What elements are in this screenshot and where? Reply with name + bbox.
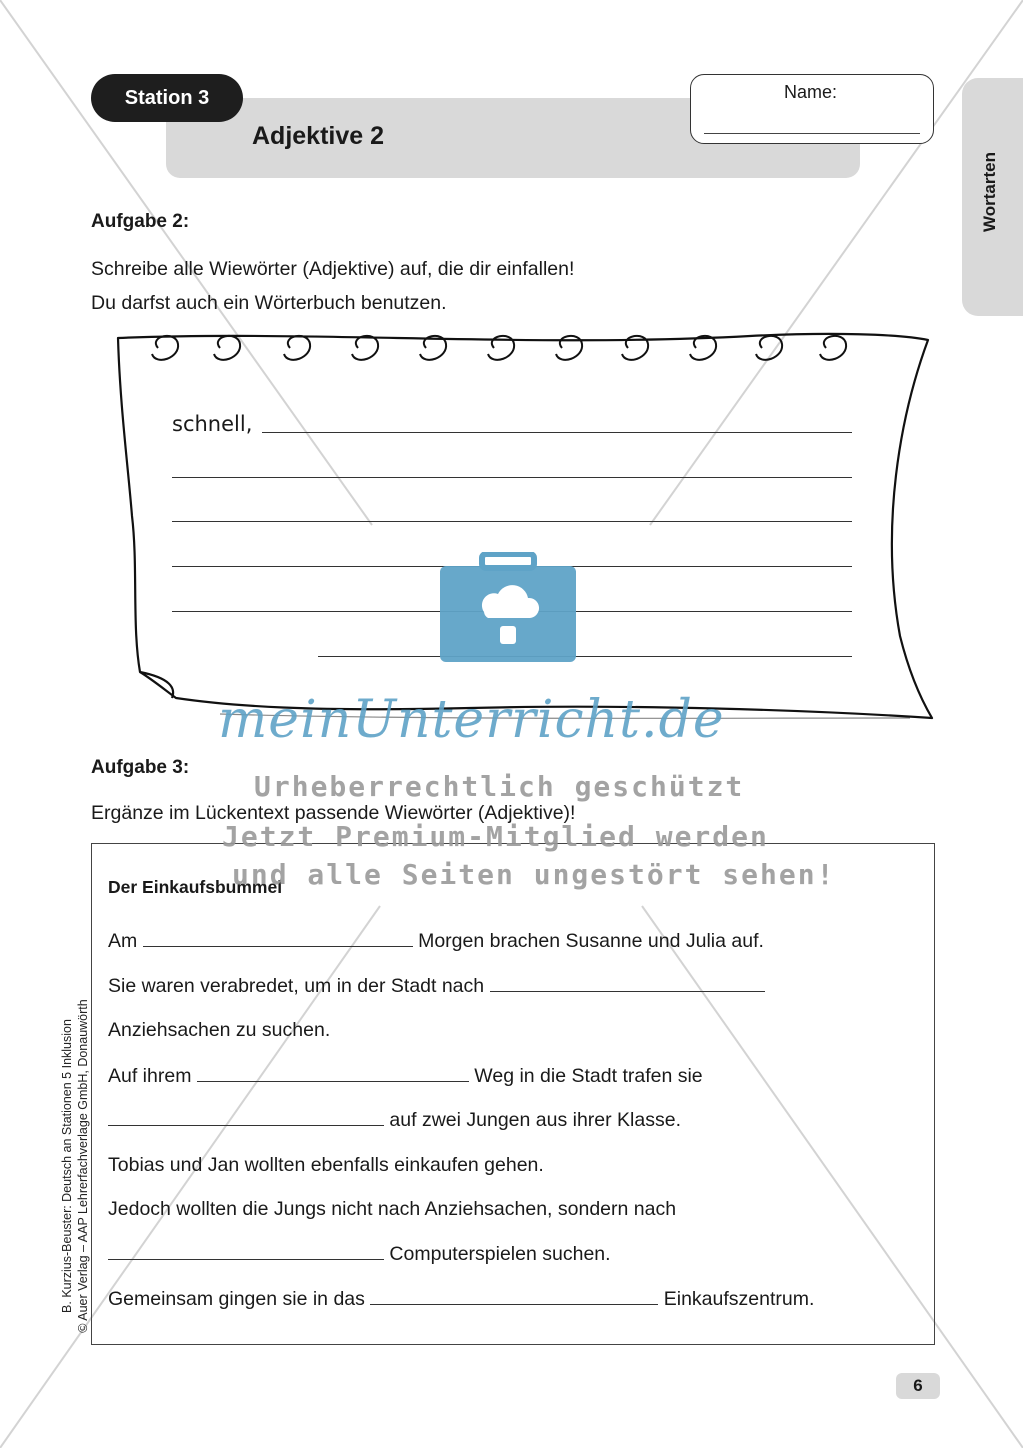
- task3-heading: Aufgabe 3:: [91, 757, 190, 778]
- gap-3[interactable]: [197, 1081, 469, 1082]
- watermark-brand: meinUnterricht.de: [218, 690, 725, 750]
- story-sentence-9: [108, 1288, 814, 1311]
- task2-heading: Aufgabe 2:: [91, 211, 190, 232]
- s4-end: Weg in die Stadt trafen sie: [474, 1065, 703, 1087]
- page-number: 6: [896, 1373, 940, 1399]
- s5-end: auf zwei Jungen aus ihrer Klasse.: [389, 1109, 681, 1131]
- task2-line2: Du darfst auch ein Wörterbuch benutzen.: [91, 292, 447, 314]
- story-sentence-3: Anziehsachen zu suchen.: [108, 1019, 331, 1041]
- watermark-line-2: Jetzt Premium-Mitglied werden: [222, 820, 769, 853]
- s8-end: Computerspielen suchen.: [389, 1243, 611, 1265]
- s1-start: Am: [108, 930, 138, 952]
- s9-start: Gemeinsam gingen sie in das: [108, 1288, 365, 1310]
- notepad-drawing: [110, 326, 940, 726]
- briefcase-cloud-icon: [438, 552, 578, 664]
- task3-instruction: Ergänze im Lückentext passende Wiewörter (Adjektive)!: [91, 802, 576, 824]
- watermark-line-3: und alle Seiten ungestört sehen!: [232, 858, 836, 891]
- story-box: [91, 843, 935, 1345]
- write-line-6[interactable]: [318, 656, 852, 657]
- story-sentence-8: [108, 1243, 611, 1266]
- story-sentence-2: [108, 975, 765, 998]
- gap-5[interactable]: [108, 1259, 384, 1260]
- gap-1[interactable]: [143, 946, 413, 947]
- write-line-2[interactable]: [172, 477, 852, 478]
- story-title: Der Einkaufsbummel: [108, 877, 283, 897]
- gap-4[interactable]: [108, 1125, 384, 1126]
- write-line-1[interactable]: [262, 432, 852, 433]
- s2-start: Sie waren verabredet, um in der Stadt nach: [108, 975, 485, 997]
- story-sentence-7: Jedoch wollten die Jungs nicht nach Anziehsachen, sondern nach: [108, 1198, 677, 1220]
- story-sentence-5: [108, 1109, 681, 1132]
- credit-line-1: B. Kurzius-Beuster: Deutsch an Stationen 5 Inklusion: [60, 1019, 74, 1313]
- story-sentence-6: Tobias und Jan wollten ebenfalls einkaufen gehen.: [108, 1154, 544, 1176]
- gap-6[interactable]: [370, 1304, 658, 1305]
- story-sentence-4: [108, 1065, 703, 1088]
- gap-2[interactable]: [490, 991, 765, 992]
- watermark-line-1: Urheberrechtlich geschützt: [254, 770, 745, 803]
- name-label: Name:: [784, 82, 838, 102]
- story-sentence-1: [108, 930, 764, 953]
- side-tab-label: Wortarten: [980, 152, 999, 232]
- s1-end: Morgen brachen Susanne und Julia auf.: [418, 930, 764, 952]
- s4-start: Auf ihrem: [108, 1065, 192, 1087]
- write-line-3[interactable]: [172, 521, 852, 522]
- copyright-credit: [59, 881, 91, 1451]
- station-badge: Station 3: [91, 74, 243, 122]
- example-word: schnell,: [172, 412, 253, 436]
- s9-end: Einkaufszentrum.: [663, 1288, 815, 1310]
- credit-line-2: © Auer Verlag – AAP Lehrerfachverlage GmbH, Donauwörth: [76, 999, 90, 1333]
- page-title: Adjektive 2: [252, 122, 385, 150]
- task2-line1: Schreibe alle Wiewörter (Adjektive) auf, die dir einfallen!: [91, 258, 575, 280]
- name-field-line[interactable]: [704, 133, 920, 134]
